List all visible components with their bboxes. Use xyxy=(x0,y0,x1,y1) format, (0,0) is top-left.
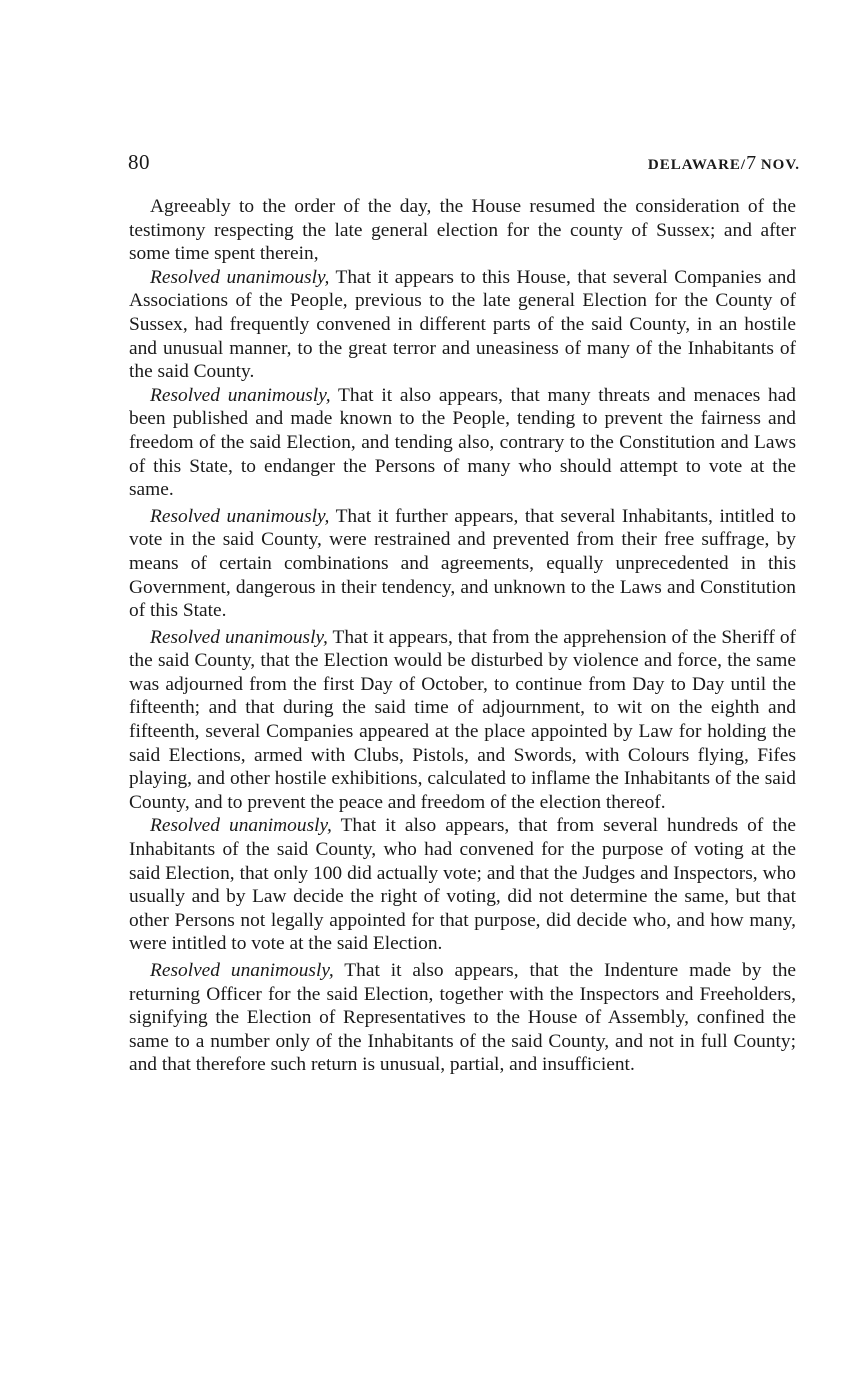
paragraph-text: That it also appears, that many threats and menaces had been published and made known to the People, tending to prevent the fairness and freedom of the said Election, and tending also, contrary to the Constitution and Laws of this State, to endanger the Persons of many who should attempt to vote at the same. xyxy=(129,384,796,501)
resolved-lead: Resolved unanimously, xyxy=(150,384,331,406)
running-head-day: 7 xyxy=(746,152,757,174)
paragraph xyxy=(129,505,796,623)
paragraph-text: That it appears, that from the apprehension of the Sheriff of the said County, that the Election would be disturbed by violence and force, the same was adjourned from the first Day of October, to continue from Day to Day until the fifteenth; and that during the said time of adjournment, to wit on the eighth and fifteenth, several Companies appeared at the place appointed by Law for holding the said Elections, armed with Clubs, Pistols, and Swords, with Colours flying, Fifes playing, and other hostile exhibitions, calculated to inflame the Inhabitants of the said County, and to prevent the peace and freedom of the election thereof. xyxy=(129,626,796,813)
body-text xyxy=(129,195,796,1077)
page-header xyxy=(128,150,800,178)
page-number: 80 xyxy=(128,150,150,174)
paragraph xyxy=(129,384,796,502)
resolved-lead: Resolved unanimously, xyxy=(150,626,328,648)
paragraph-text: That it also appears, that from several hundreds of the Inhabitants of the said County, who had convened for the purpose of voting at the said Election, that only 100 did actually vote; and that the Judges and Inspectors, who usually and by Law decide the right of voting, did not determine the same, but that other Persons not legally appointed for that purpose, did decide who, and how many, were intitled to vote at the said Election. xyxy=(129,815,797,955)
resolved-lead: Resolved unanimously, xyxy=(150,815,332,837)
paragraph xyxy=(129,626,796,815)
paragraph xyxy=(129,195,796,266)
resolved-lead: Resolved unanimously, xyxy=(150,266,330,288)
paragraph-text: Agreeably to the order of the day, the House resumed the consideration of the testimony respecting the late general election for the county of Sussex; and after some time spent therein, xyxy=(129,196,796,265)
paragraph xyxy=(129,266,796,384)
running-head-month: NOV. xyxy=(756,157,800,173)
paragraph-text: That it further appears, that several Inhabitants, intitled to vote in the said County, were restrained and prevented from their free suffrage, by means of certain combinations and agreements, equally unprecedented in this Government, dangerous in their tendency, and unknown to the Laws and Constitution of this State. xyxy=(129,505,796,622)
running-head-place: DELAWARE/ xyxy=(647,157,747,173)
running-head xyxy=(648,152,800,175)
resolved-lead: Resolved unanimously, xyxy=(150,960,334,981)
paragraph xyxy=(129,959,796,1077)
paragraph-text: That it appears to this House, that several Companies and Associations of the People, previous to the late general Election for the County of Sussex, had frequently convened in different parts of the said County, in an hostile and unusual manner, to the great terror and uneasiness of many of the Inhabitants of the said County. xyxy=(129,266,796,383)
paragraph-text: That it also appears, that the Indenture made by the returning Officer for the said Election, together with the Inspectors and Freeholders, signifying the Election of Representatives to the House of Assembly, confined the same to a number only of the Inhabitants of the said County, and not in full County; and that therefore such return is unusual, partial, and insufficient. xyxy=(129,960,796,1076)
resolved-lead: Resolved unanimously, xyxy=(150,505,330,527)
paragraph xyxy=(129,814,796,956)
